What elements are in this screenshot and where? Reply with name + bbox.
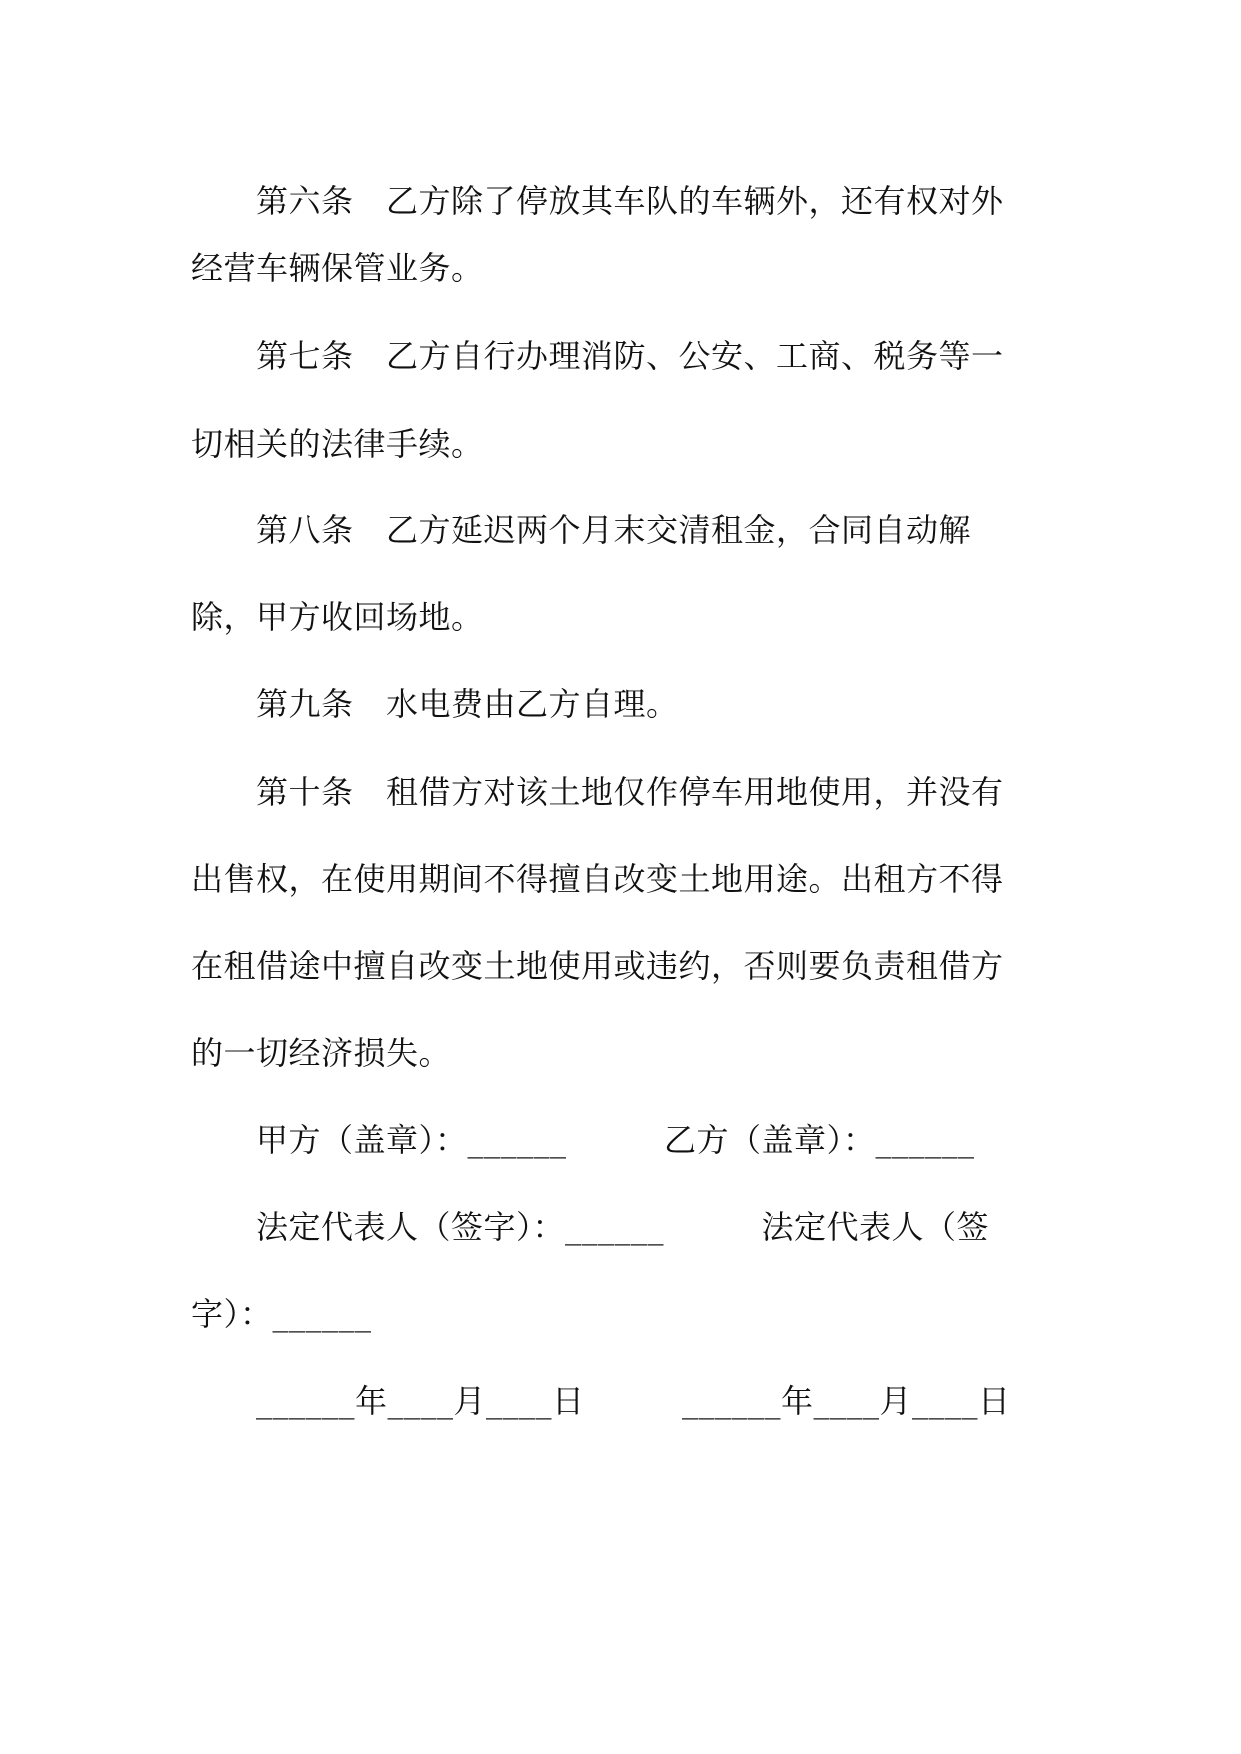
article-8-line-1: 第八条 乙方延迟两个月末交清租金，合同自动解 (256, 511, 972, 549)
representative-line-1: 法定代表人（签字）：______ 法定代表人（签 (256, 1208, 990, 1246)
article-7-line-1: 第七条 乙方自行办理消防、公安、工商、税务等一 (256, 337, 1004, 375)
article-9-line-1: 第九条 水电费由乙方自理。 (256, 685, 679, 723)
date-line: ______年____月____日 ______年____月____日 (256, 1382, 1011, 1420)
article-10-line-2: 出售权，在使用期间不得擅自改变土地用途。出租方不得 (191, 860, 1004, 898)
representative-line-2: 字）：______ (191, 1295, 372, 1333)
article-7-line-2: 切相关的法律手续。 (191, 425, 484, 463)
article-6-line-2: 经营车辆保管业务。 (191, 249, 484, 287)
article-10-line-3: 在租借途中擅自改变土地使用或违约，否则要负责租借方 (191, 947, 1004, 985)
article-10-line-1: 第十条 租借方对该土地仅作停车用地使用，并没有 (256, 773, 1004, 811)
article-8-line-2: 除，甲方收回场地。 (191, 598, 484, 636)
article-6-line-1: 第六条 乙方除了停放其车队的车辆外，还有权对外 (256, 182, 1004, 220)
seal-line: 甲方（盖章）：______ 乙方（盖章）：______ (256, 1121, 975, 1159)
article-10-line-4: 的一切经济损失。 (191, 1034, 452, 1072)
